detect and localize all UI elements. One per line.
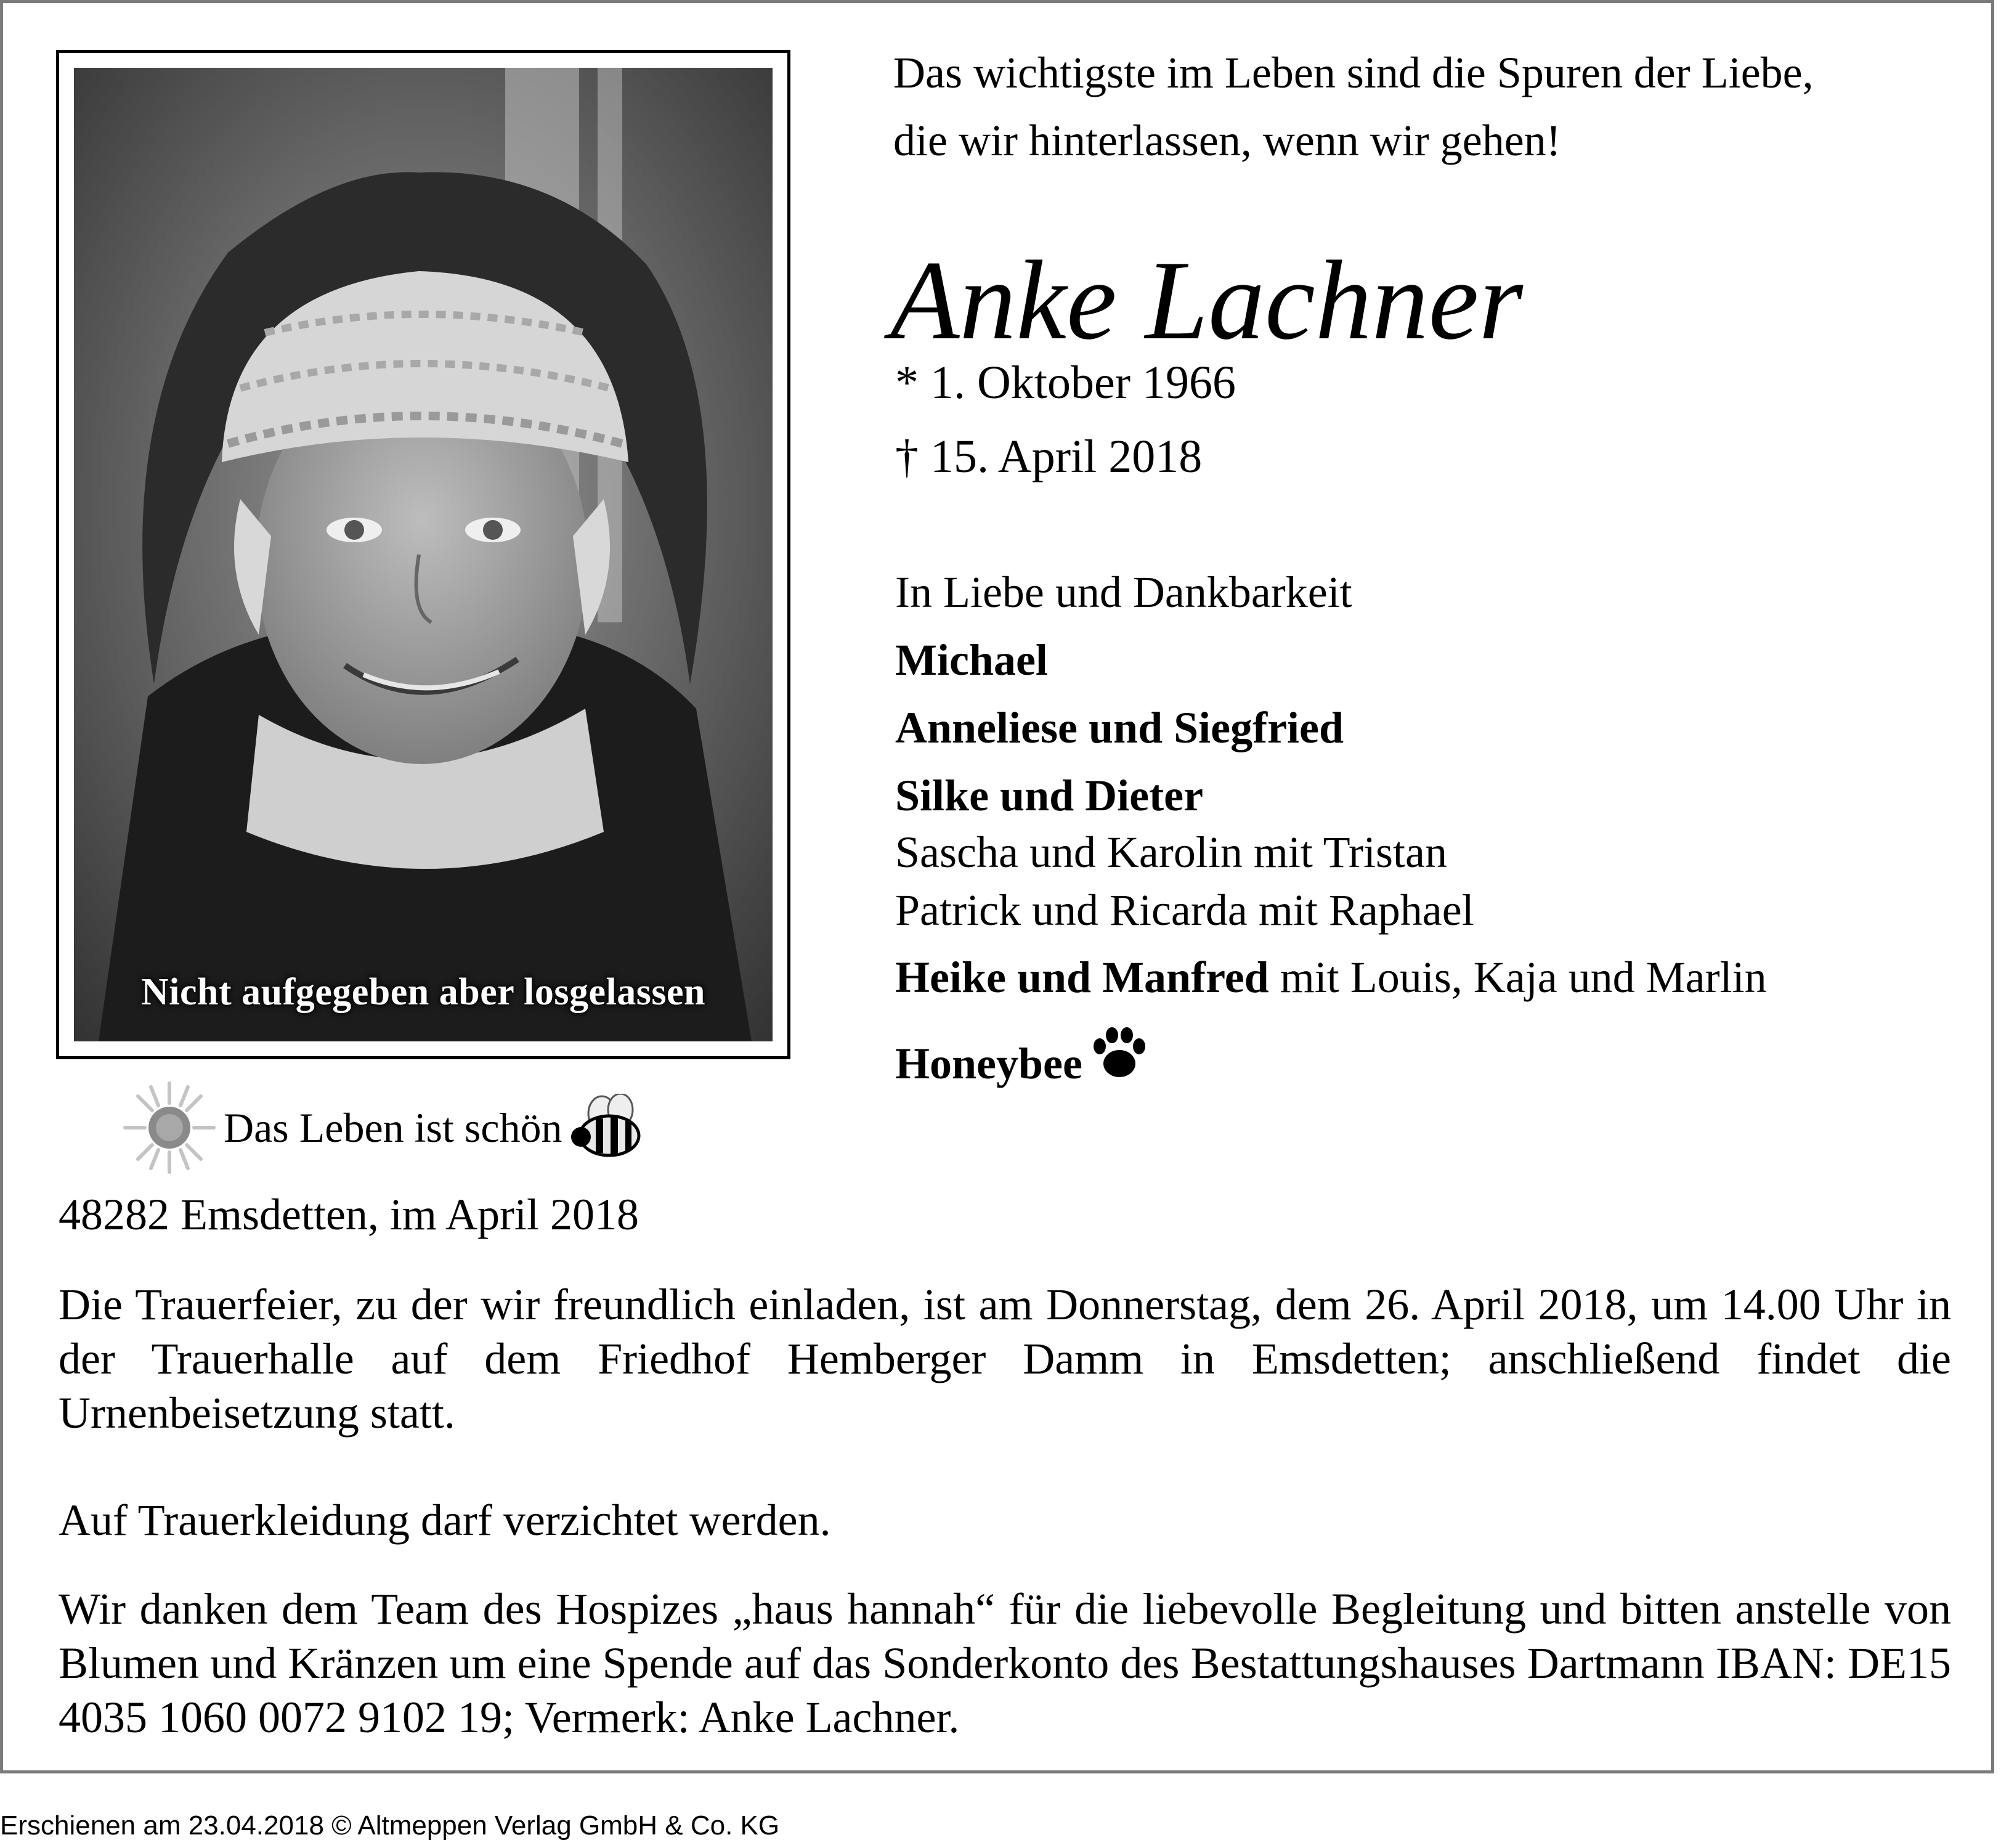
quote (893, 39, 1814, 174)
mourner-name-bold: Heike und Manfred (895, 953, 1269, 1002)
mourner-name: Michael (895, 635, 1048, 685)
pet-line (895, 1023, 1151, 1089)
mourner-children: mit Louis, Kaja und Marlin (1280, 953, 1767, 1002)
quote-line-2: die wir hinterlassen, wenn wir gehen! (893, 116, 1561, 165)
pet-name: Honeybee (895, 1039, 1082, 1088)
sun-icon (120, 1078, 219, 1177)
motto-line (120, 1078, 652, 1177)
place-date: 48282 Emsdetten, im April 2018 (59, 1190, 639, 1239)
mourner-name: Sascha und Karolin mit Tristan (895, 828, 1447, 877)
bee-icon (566, 1094, 652, 1162)
portrait-frame (56, 50, 790, 1059)
publication-footer: Erschienen am 23.04.2018 © Altmeppen Verlag GmbH & Co. KG (0, 1810, 780, 1841)
deceased-name: Anke Lachner (890, 237, 1524, 363)
motto-text: Das Leben ist schön (224, 1104, 562, 1151)
paw-icon (1087, 1023, 1151, 1089)
death-date: † 15. April 2018 (895, 431, 1203, 482)
mourner-name: Patrick und Ricarda mit Raphael (895, 885, 1474, 935)
mourner-line-heike (895, 953, 1767, 1002)
thanks-paragraph: Wir danken dem Team des Hospizes „haus hannah“ für die liebevolle Begleitung und bitten anstelle von Blumen und Kränzen um eine Spende auf das Sonderkonto des Bestattungshauses Dartmann IBAN: DE15 4035 1060 0072 9102 19; Vermerk: Anke Lachner. (59, 1584, 1951, 1742)
birth-date: * 1. Oktober 1966 (895, 357, 1236, 409)
photo-caption: Nicht aufgegeben aber losgelassen (140, 971, 706, 1013)
dress-paragraph: Auf Trauerkleidung darf verzichtet werden. (59, 1496, 831, 1545)
service-paragraph: Die Trauerfeier, zu der wir freundlich einladen, ist am Donnerstag, dem 26. April 2018, um 14.00 Uhr in der Trauerhalle auf dem Friedhof Hemberger Damm in Emsdetten; anschließend findet die Urnenbeisetzung statt. (59, 1280, 1951, 1438)
quote-line-1: Das wichtigste im Leben sind die Spuren der Liebe, (893, 48, 1814, 97)
mourner-name: Silke und Dieter (895, 771, 1204, 820)
portrait-photo (74, 68, 773, 1041)
mourner-name: Anneliese und Siegfried (895, 703, 1344, 752)
mourners-intro: In Liebe und Dankbarkeit (895, 568, 1352, 617)
